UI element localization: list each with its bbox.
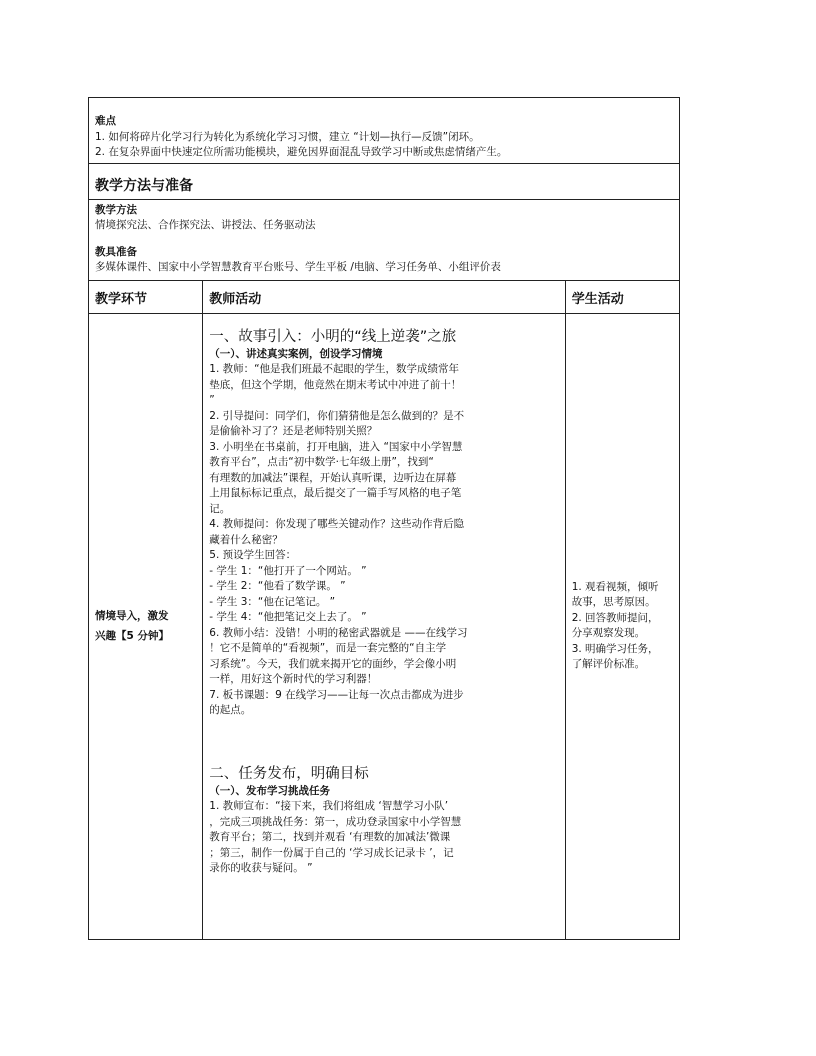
method-heading: 教学方法 [95,203,137,216]
difficulty-item-2: 2. 在复杂界面中快速定位所需功能模块，避免因界面混乱导致学习中断或焦虑情绪产生。 [95,146,508,158]
student-line: 2. 回答教师提问， [571,611,659,624]
difficulty-heading: 难点 [95,115,116,127]
part1-line: 教育平台”，点击“初中数学·七年级上册”，找到“ [209,456,434,468]
part2-line: 录你的收获与疑问。 ” [209,862,313,874]
part1-line: 一样，用好这个新时代的学习利器！ [209,673,378,685]
part1-line: 1. 教师：“他是我们班最不起眼的学生，数学成绩常年 [209,363,460,375]
part1-line: - 学生 1：“他打开了一个网站。 ” [209,564,367,577]
part1-line: 的起点。 [209,704,252,716]
lesson-plan-page [88,97,680,940]
student-line: 分享观察发现。 [571,627,646,639]
part1-line: 有理数的加减法”课程，开始认真听课，边听边在屏幕 [209,471,457,484]
student-activity-cell [565,313,679,939]
method-text: 情境探究法、合作探究法、讲授法、任务驱动法 [95,219,316,231]
part1-line: 6. 教师小结：没错！小明的秘密武器就是 ——在线学习 [209,626,468,639]
student-line: 3. 明确学习任务， [571,642,659,655]
part1-subtitle: （一）、讲述真实案例，创设学习情境 [209,347,383,360]
methods-title-row [89,163,680,199]
prep-heading: 教具准备 [95,245,137,258]
student-lines [572,580,673,673]
part1-line: 藏着什么秘密？ [209,533,283,546]
header-stage: 教学环节 [89,280,203,313]
part2-line: ；第三，制作一份属于自己的 ‘学习成长记录卡 ’，记 [209,846,454,859]
difficulty-item-1: 1. 如何将碎片化学习行为转化为系统化学习习惯，建立 “计划—执行—反馈”闭环。 [95,130,480,143]
student-line: 故事，思考原因。 [571,596,656,608]
table-header-row [89,280,680,313]
part1-line: 5. 预设学生回答： [209,549,297,561]
stage-label-line2: 兴趣【5 分钟】 [95,630,169,642]
methods-cell [89,199,680,280]
part1-line: - 学生 3：“他在记笔记。 ” [209,595,336,608]
part1-line: 习系统”。今天，我们就来揭开它的面纱，学会像小明 [209,657,457,670]
student-line: 1. 观看视频，倾听 [571,580,659,593]
difficulty-row [89,98,680,164]
part1-line: - 学生 4：“他把笔记交上去了。 ” [209,611,367,623]
header-student: 学生活动 [565,280,679,313]
part1-line: 7. 板书课题：9 在线学习——让每一次点击都成为进步 [209,688,464,701]
prep-text: 多媒体课件、国家中小学智慧教育平台账号、学生平板 /电脑、学习任务单、小组评价表 [95,261,501,273]
stage-cell [89,313,203,939]
lesson-plan-table [88,97,680,940]
stage-row [89,313,680,939]
student-line: 了解评价标准。 [571,658,646,670]
part1-line: 2. 引导提问：同学们，你们猜猜他是怎么做到的？是不 [209,409,465,422]
part1-line: - 学生 2：“他看了数学课。 ” [209,580,346,592]
stage-label-line1: 情境导入，激发 [95,610,169,622]
part1-lines [209,362,558,719]
part1-line: 是偷偷补习了？还是老师特别关照？ [209,425,378,437]
header-teacher: 教师活动 [203,280,565,313]
part1-line: 4. 教师提问：你发现了哪些关键动作？这些动作背后隐 [209,518,465,530]
part2-line: ，完成三项挑战任务：第一，成功登录国家中小学智慧 [209,815,462,828]
part2-lines [209,799,558,877]
teacher-activity-cell [203,313,565,939]
part1-line: ！它不是简单的“看视频”，而是一套完整的“自主学 [209,642,447,654]
part1-line: 上用鼠标标记重点，最后提交了一篇手写风格的电子笔 [209,487,462,499]
part2-title: 二、任务发布，明确目标 [209,765,369,782]
part2-line: 1. 教师宣布：“接下来，我们将组成 ‘智慧学习小队’ [209,800,449,812]
part1-line: 3. 小明坐在书桌前，打开电脑，进入 “国家中小学智慧 [209,440,463,453]
part1-line: ” [209,394,215,406]
part1-line: 记。 [209,502,231,515]
methods-section-title: 教学方法与准备 [89,163,680,199]
part2-subtitle: （一）、发布学习挑战任务 [209,784,331,797]
methods-row [89,199,680,280]
part1-title: 一、故事引入：小明的“线上逆袭”之旅 [209,328,457,345]
part1-line: 垫底，但这个学期，他竟然在期末考试中冲进了前十！ [209,378,462,391]
part2-line: 教育平台；第二，找到并观看 ‘有理数的加减法’微课 [209,831,451,843]
difficulty-cell [89,98,680,164]
